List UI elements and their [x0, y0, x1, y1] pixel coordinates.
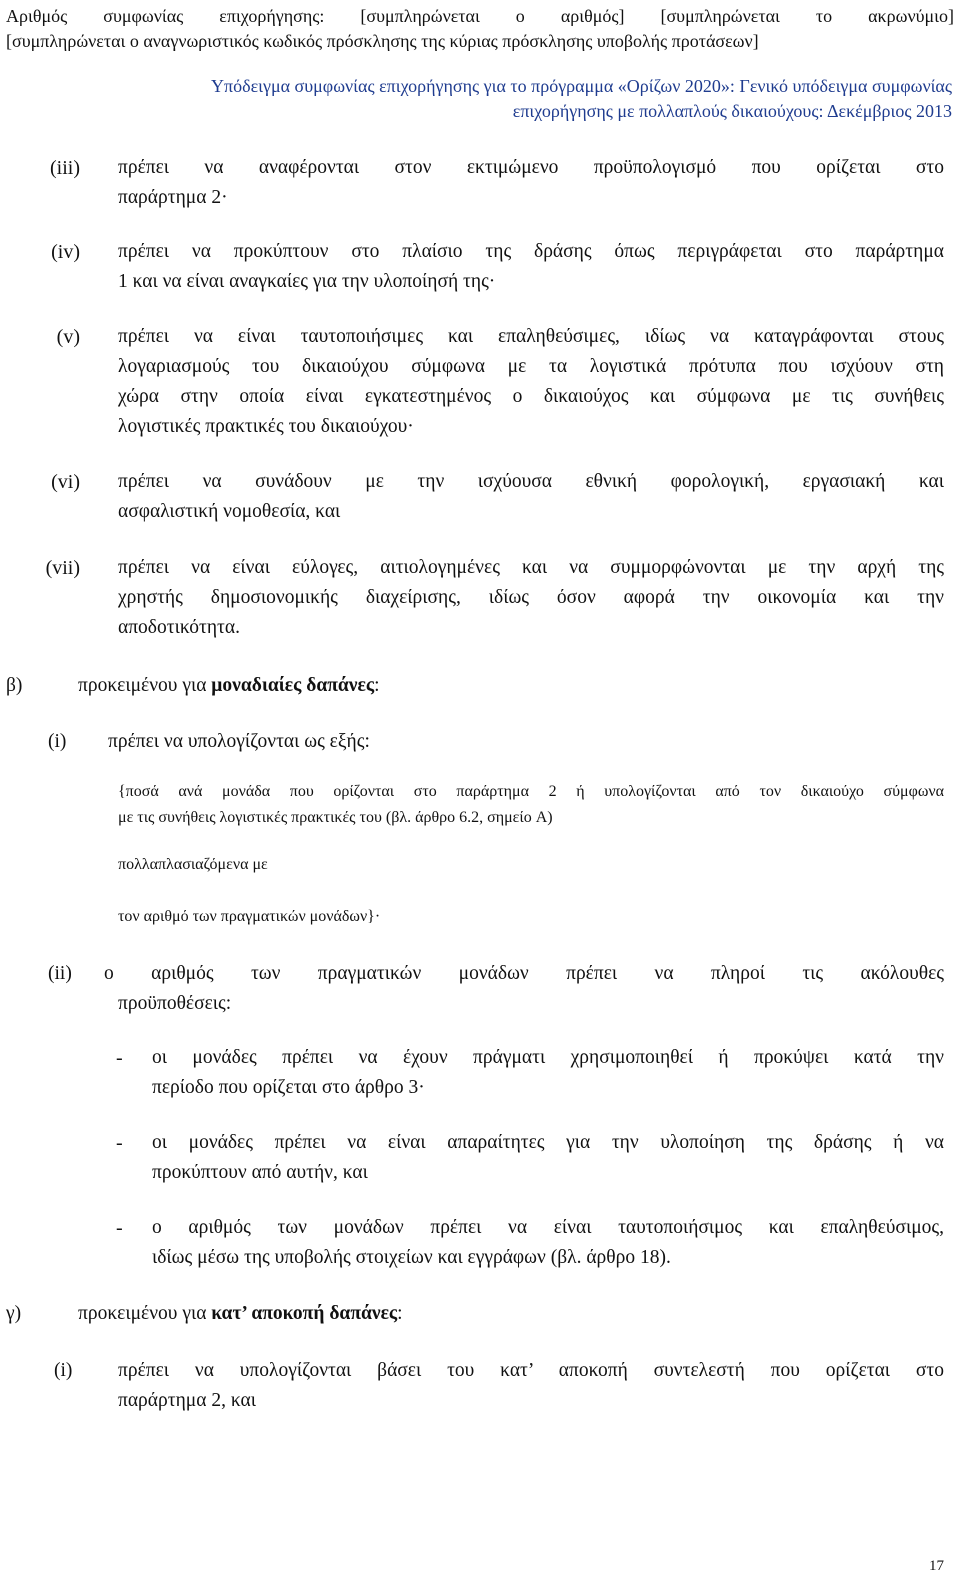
section-letter: γ): [6, 1303, 22, 1324]
item-line: ο αριθμός των πραγματικών μονάδων πρέπει να πληροί τις ακόλουθες: [104, 963, 944, 984]
item-line: χώρα στην οποία είναι εγκατεστημένος ο δικαιούχος και σύμφωνα με τις συνήθεις: [118, 386, 944, 407]
heading-bold: μοναδιαίες δαπάνες: [211, 675, 375, 696]
item-line: πρέπει να συνάδουν με την ισχύουσα εθνική φορολογική, εργασιακή και: [118, 471, 944, 492]
bullet-dash: -: [116, 1047, 123, 1069]
header-line-2: [συμπληρώνεται ο αναγνωριστικός κωδικός πρόσκλησης της κύριας πρόσκλησης υποβολής προτάσεων]: [6, 31, 759, 51]
list-item: [118, 237, 944, 297]
formula: [118, 779, 944, 831]
header-line-1: Αριθμός συμφωνίας επιχορήγησης: [συμπληρώνεται ο αριθμός] [συμπληρώνεται το ακρωνύμιο]: [6, 6, 954, 26]
item-line: οι μονάδες πρέπει να είναι απαραίτητες για την υλοποίηση της δράσης ή να: [152, 1132, 944, 1153]
formula-line: τον αριθμό των πραγματικών μονάδων}·: [118, 908, 381, 925]
page-number: 17: [929, 1558, 944, 1574]
item-line: περίοδο που ορίζεται στο άρθρο 3·: [152, 1077, 425, 1098]
item-line: αποδοτικότητα.: [118, 617, 240, 638]
section-letter: β): [6, 675, 23, 696]
heading-suffix: :: [374, 675, 380, 696]
item-line: ασφαλιστική νομοθεσία, και: [118, 501, 341, 522]
list-item: [118, 153, 944, 213]
list-item: [152, 1128, 944, 1188]
bullet-dash: -: [116, 1217, 123, 1239]
section-heading: [78, 1299, 938, 1329]
item-line: πρέπει να είναι ταυτοποιήσιμες και επαληθεύσιμες, ιδίως να καταγράφονται στους: [118, 326, 944, 347]
item-line: παράρτημα 2·: [118, 187, 228, 208]
section-heading: [78, 671, 938, 701]
item-line: χρηστής δημοσιονομικής διαχείρισης, ιδίως όσον αφορά την οικονομία και την: [118, 587, 944, 608]
heading-prefix: προκειμένου για: [78, 1303, 212, 1324]
subtitle-line-2: επιχορήγησης με πολλαπλούς δικαιούχους: Δεκέμβριος 2013: [512, 101, 952, 121]
list-item: [152, 1043, 944, 1103]
item-line: λογαριασμούς του δικαιούχου σύμφωνα με τα λογιστικά πρότυπα που ισχύουν στη: [118, 356, 944, 377]
item-number: (ii): [48, 963, 72, 984]
list-item: [118, 1356, 944, 1416]
list-item: [152, 1213, 944, 1273]
list-item: [118, 553, 944, 643]
item-line: προκύπτουν από αυτήν, και: [152, 1162, 368, 1183]
item-number: (i): [48, 731, 67, 752]
item-number: (vii): [45, 557, 80, 579]
item-line: οι μονάδες πρέπει να έχουν πράγματι χρησιμοποιηθεί ή προκύψει κατά την: [152, 1047, 944, 1068]
item-line: πρέπει να αναφέρονται στον εκτιμώμενο προϋπολογισμό που ορίζεται στο: [118, 157, 944, 178]
formula-line: {ποσά ανά μονάδα που ορίζονται στο παράρτημα 2 ή υπολογίζονται από τον δικαιούχο σύμφωνα: [118, 783, 944, 800]
item-number: (i): [54, 1360, 73, 1381]
item-line: 1 και να είναι αναγκαίες για την υλοποίησή της·: [118, 271, 496, 292]
item-line: λογιστικές πρακτικές του δικαιούχου·: [118, 416, 414, 437]
item-line: πρέπει να προκύπτουν στο πλαίσιο της δράσης όπως περιγράφεται στο παράρτημα: [118, 241, 944, 262]
item-number: (iv): [51, 241, 80, 263]
heading-prefix: προκειμένου για: [78, 675, 212, 696]
item-line: ο αριθμός των μονάδων πρέπει να είναι ταυτοποιήσιμος και επαληθεύσιμος,: [152, 1217, 944, 1238]
subtitle-line-1: Υπόδειγμα συμφωνίας επιχορήγησης για το πρόγραμμα «Ορίζων 2020»: Γενικό υπόδειγμα συμφωνίας: [211, 76, 952, 96]
item-number: (v): [56, 326, 80, 348]
heading-bold: κατ’ αποκοπή δαπάνες: [211, 1303, 398, 1324]
list-item: [118, 322, 944, 442]
item-line: πρέπει να υπολογίζονται βάσει του κατ’ αποκοπή συντελεστή που ορίζεται στο: [118, 1360, 944, 1381]
item-line: ιδίως μέσω της υποβολής στοιχείων και εγγράφων (βλ. άρθρο 18).: [152, 1247, 671, 1268]
bullet-dash: -: [116, 1132, 123, 1154]
item-line: πρέπει να είναι εύλογες, αιτιολογημένες και να συμμορφώνονται με την αρχή της: [118, 557, 944, 578]
heading-suffix: :: [397, 1303, 403, 1324]
item-text: πρέπει να υπολογίζονται ως εξής:: [108, 731, 370, 752]
list-item: [104, 959, 944, 1019]
item-number: (vi): [51, 471, 80, 493]
item-line: παράρτημα 2, και: [118, 1390, 256, 1411]
list-item: [118, 467, 944, 527]
formula-line: με τις συνήθεις λογιστικές πρακτικές του (βλ. άρθρο 6.2, σημείο A): [118, 809, 553, 826]
formula-line: πολλαπλασιαζόμενα με: [118, 856, 268, 873]
item-line: προϋποθέσεις:: [118, 993, 232, 1014]
item-number: (iii): [50, 157, 80, 179]
